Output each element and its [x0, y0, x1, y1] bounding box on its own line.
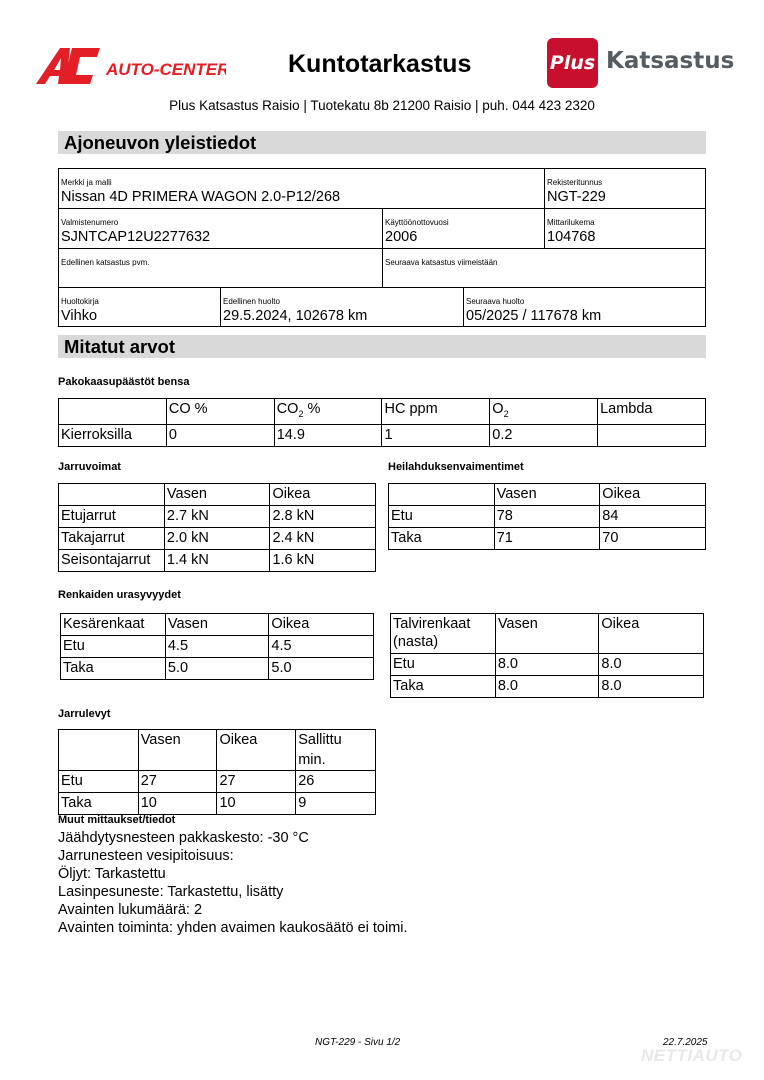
table-row — [59, 730, 376, 771]
katsastus-logo-text: Katsastus — [606, 48, 735, 74]
table-cell — [59, 730, 139, 771]
table-cell: Kierroksilla — [59, 424, 167, 446]
table-header: Vasen — [495, 614, 599, 654]
o2-subscript: 2 — [503, 408, 509, 419]
table-header: Kesärenkaat — [61, 614, 166, 636]
table-cell: 8.0 — [599, 676, 704, 698]
table-row — [59, 484, 376, 506]
table-header: Vasen — [494, 484, 600, 506]
table-header: CO % — [166, 399, 274, 425]
table-cell: Etu — [61, 636, 166, 658]
table-header: Oikea — [270, 484, 376, 506]
table-cell: 26 — [296, 771, 376, 793]
nettiauto-watermark: NETTIAUTO — [641, 1046, 743, 1065]
shocks-table — [388, 483, 706, 550]
prev-inspection-cell — [59, 249, 383, 288]
table-header: Lambda — [598, 399, 706, 425]
table-cell: Takajarrut — [59, 528, 165, 550]
table-row — [59, 399, 706, 425]
table-header: Vasen — [165, 614, 269, 636]
autocenter-logo — [36, 44, 226, 88]
first-use-cell — [383, 209, 545, 249]
brake-discs-table — [58, 729, 376, 815]
shocks-title: Heilahduksenvaimentimet — [388, 461, 524, 473]
table-cell: 5.0 — [165, 658, 269, 680]
table-row — [59, 506, 376, 528]
table-row — [61, 658, 374, 680]
table-cell: 71 — [494, 528, 600, 550]
table-row — [59, 771, 376, 793]
table-header: Vasen — [164, 484, 270, 506]
table-row — [59, 550, 376, 572]
table-cell: 2.4 kN — [270, 528, 376, 550]
reg-label: Rekisteritunnus — [547, 178, 603, 187]
table-cell: 0 — [166, 424, 274, 446]
table-cell: Etu — [391, 654, 496, 676]
prev-inspection-label: Edellinen katsastus pvm. — [61, 258, 150, 267]
odometer-label: Mittarilukema — [547, 218, 595, 227]
table-cell: 10 — [217, 793, 296, 815]
table-header: Talvirenkaat (nasta) — [391, 614, 496, 654]
make-model-value: Nissan 4D PRIMERA WAGON 2.0-P12/268 — [61, 189, 341, 205]
prev-service-value: 29.5.2024, 102678 km — [223, 308, 368, 324]
next-service-label: Seuraava huolto — [466, 297, 525, 306]
table-cell: 8.0 — [599, 654, 704, 676]
misc-line: Avainten lukumäärä: 2 — [58, 902, 203, 918]
misc-title: Muut mittaukset/tiedot — [58, 814, 176, 826]
table-cell — [389, 484, 495, 506]
table-header: Oikea — [599, 614, 704, 654]
co2-subscript: 2 — [298, 408, 304, 419]
make-model-label: Merkki ja malli — [61, 178, 112, 187]
misc-line: Avainten toiminta: yhden avaimen kaukosäätö ei toimi. — [58, 920, 408, 936]
table-cell: Etujarrut — [59, 506, 165, 528]
table-cell: 4.5 — [269, 636, 374, 658]
table-row — [59, 528, 376, 550]
co2-unit: % — [303, 401, 321, 417]
autocenter-logo-text: AUTO-CENTER — [106, 60, 226, 79]
footer-date: 22.7.2025 — [663, 1037, 708, 1048]
table-cell — [598, 424, 706, 446]
prev-service-label: Edellinen huolto — [223, 297, 280, 306]
make-model-cell — [59, 169, 545, 209]
table-row — [389, 484, 706, 506]
next-inspection-cell — [383, 249, 705, 288]
table-cell: 78 — [494, 506, 600, 528]
vin-value: SJNTCAP12U2277632 — [61, 229, 211, 245]
table-cell: 8.0 — [495, 654, 599, 676]
odometer-cell — [545, 209, 705, 249]
table-cell: 14.9 — [274, 424, 382, 446]
reg-value: NGT-229 — [547, 189, 606, 205]
table-row — [59, 793, 376, 815]
vehicle-info-grid — [58, 168, 706, 327]
table-row — [389, 506, 706, 528]
summer-tires-table — [60, 613, 374, 680]
table-cell: Seisontajarrut — [59, 550, 165, 572]
table-cell: 2.0 kN — [164, 528, 270, 550]
table-header — [274, 399, 382, 425]
table-row — [391, 614, 704, 654]
table-row — [389, 528, 706, 550]
prev-service-cell — [221, 288, 464, 326]
plus-katsastus-logo — [547, 38, 735, 88]
table-row — [391, 654, 704, 676]
first-use-label: Käyttöönottovuosi — [385, 218, 449, 227]
tires-title: Renkaiden urasyvyydet — [58, 589, 181, 601]
table-cell: 10 — [138, 793, 217, 815]
brakes-table — [58, 483, 376, 572]
table-cell: 70 — [600, 528, 706, 550]
table-cell: 2.7 kN — [164, 506, 270, 528]
next-inspection-label: Seuraava katsastus viimeistään — [385, 258, 498, 267]
misc-line: Öljyt: Tarkastettu — [58, 866, 166, 882]
first-use-value: 2006 — [385, 229, 418, 245]
table-header: Vasen — [138, 730, 217, 771]
vin-label: Valmistenumero — [61, 218, 119, 227]
reg-cell — [545, 169, 705, 209]
table-header: Sallittu min. — [296, 730, 376, 771]
contact-line: Plus Katsastus Raisio | Tuotekatu 8b 21200 Raisio | puh. 044 423 2320 — [169, 98, 595, 113]
table-cell: Taka — [391, 676, 496, 698]
misc-line: Jarrunesteen vesipitoisuus: — [58, 848, 234, 864]
service-book-cell — [59, 288, 221, 326]
misc-line: Lasinpesuneste: Tarkastettu, lisätty — [58, 884, 284, 900]
section-header-general: Ajoneuvon yleistiedot — [58, 131, 706, 154]
table-row — [61, 636, 374, 658]
table-cell: 84 — [600, 506, 706, 528]
table-cell: 27 — [217, 771, 296, 793]
table-cell: Etu — [389, 506, 495, 528]
table-header: Oikea — [269, 614, 374, 636]
co2-co: CO — [276, 401, 299, 417]
discs-title: Jarrulevyt — [58, 708, 111, 720]
table-cell: 9 — [296, 793, 376, 815]
vin-cell — [59, 209, 383, 249]
o2-o: O — [492, 401, 504, 417]
table-row — [61, 614, 374, 636]
table-cell: 2.8 kN — [270, 506, 376, 528]
winter-tires-table — [390, 613, 704, 698]
service-book-value: Vihko — [61, 308, 98, 324]
table-cell: 0.2 — [490, 424, 598, 446]
table-header: Oikea — [217, 730, 296, 771]
table-cell: 1.6 kN — [270, 550, 376, 572]
emissions-table — [58, 398, 706, 447]
table-cell — [59, 484, 165, 506]
table-cell: Taka — [59, 793, 139, 815]
table-cell: Taka — [389, 528, 495, 550]
table-cell: 4.5 — [165, 636, 269, 658]
emissions-title: Pakokaasupäästöt bensa — [58, 376, 190, 388]
misc-info — [58, 813, 408, 937]
brakes-title: Jarruvoimat — [58, 461, 121, 473]
table-row — [59, 424, 706, 446]
table-header: Oikea — [600, 484, 706, 506]
plus-badge: Plus — [547, 38, 598, 88]
table-cell: 8.0 — [495, 676, 599, 698]
misc-line: Jäähdytysnesteen pakkaskesto: -30 °C — [58, 830, 309, 846]
table-cell: Taka — [61, 658, 166, 680]
table-cell: 5.0 — [269, 658, 374, 680]
table-cell — [59, 399, 167, 425]
table-cell: 1.4 kN — [164, 550, 270, 572]
table-cell: 27 — [138, 771, 217, 793]
next-service-value: 05/2025 / 117678 km — [466, 308, 602, 324]
page-footer: NGT-229 - Sivu 1/2 — [315, 1037, 401, 1048]
table-cell: 1 — [382, 424, 490, 446]
table-header: HC ppm — [382, 399, 490, 425]
table-cell: Etu — [59, 771, 139, 793]
next-service-cell — [464, 288, 705, 326]
service-book-label: Huoltokirja — [61, 297, 99, 306]
table-header — [490, 399, 598, 425]
odometer-value: 104768 — [547, 229, 596, 245]
section-header-measured: Mitatut arvot — [58, 335, 706, 358]
table-row — [391, 676, 704, 698]
document-title: Kuntotarkastus — [288, 50, 472, 78]
